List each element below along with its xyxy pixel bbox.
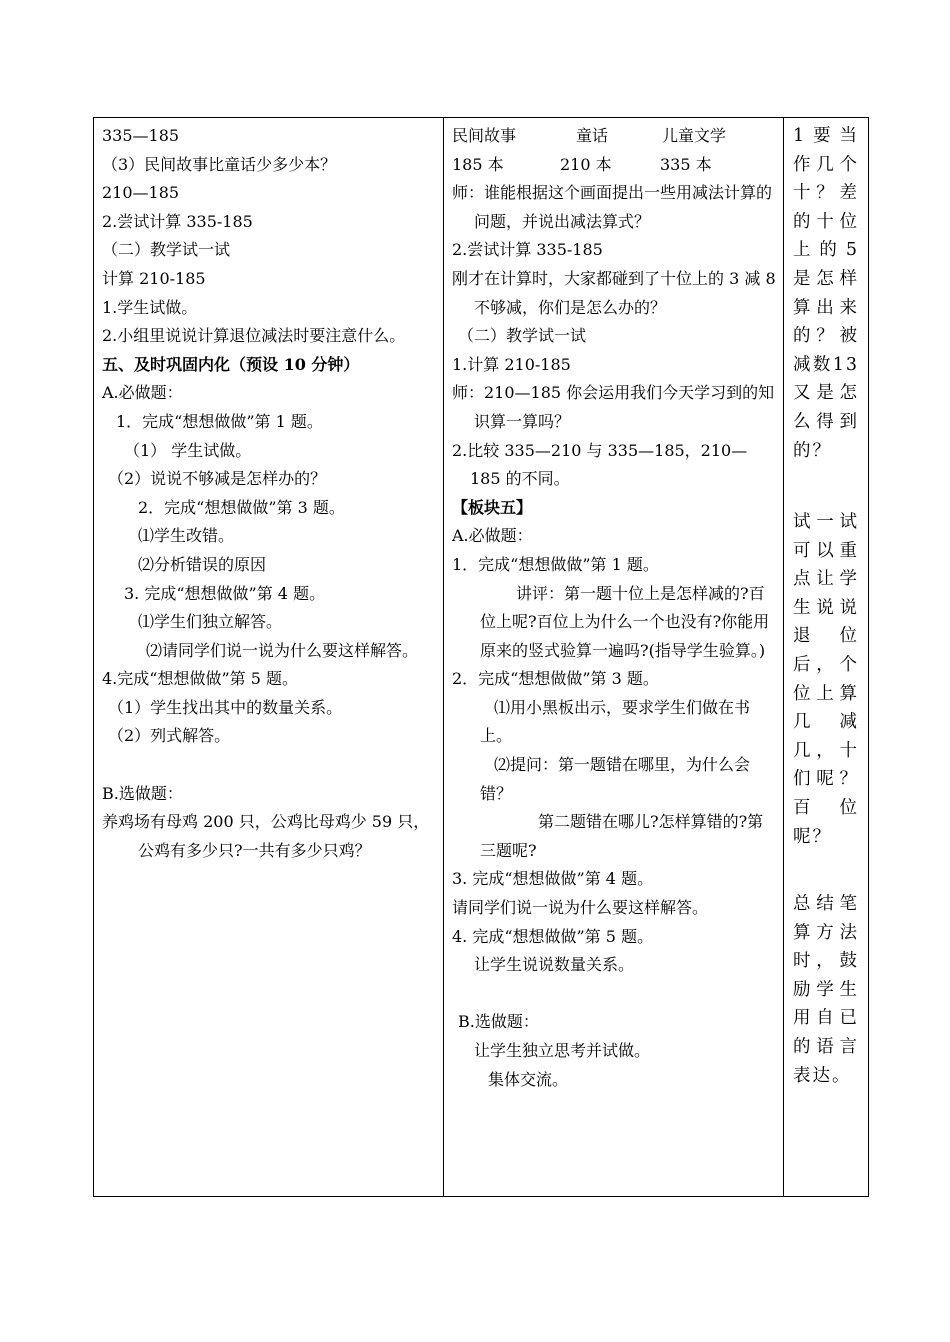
text-line: 让学生说说数量关系。 xyxy=(474,955,635,975)
text-line: ⑴学生们独立解答。 xyxy=(138,612,283,632)
text-line: 4. 完成“想想做做”第 5 题。 xyxy=(452,926,654,946)
text-line: 师：谁能根据这个画面提出一些用减法计算的问题，并说出减法算式？ xyxy=(452,183,773,231)
text-line: 第二题错在哪儿?怎样算错的?第三题呢? xyxy=(480,812,764,860)
teacher-activity-column xyxy=(452,122,776,1094)
text-line: 2.比较 335—210 与 335—185，210—185 的不同。 xyxy=(452,440,748,489)
count-fairy-tales: 210 本 xyxy=(560,154,612,174)
text-line: 1．完成“想想做做”第 1 题。 xyxy=(116,411,323,431)
text-line: 2.小组里说说计算退位减法时要注意什么。 xyxy=(102,326,406,346)
book-category-row xyxy=(452,122,776,151)
text-line: ⑴用小黑板出示，要求学生们做在书上。 xyxy=(480,697,751,746)
text-line: ⑵提问：第一题错在哪里，为什么会错？ xyxy=(480,755,751,803)
text-line: （3）民间故事比童话少多少本？ xyxy=(102,154,337,174)
design-note-1: 1要当作几个十？差的十位上的5是怎样算出来的？被减数13又是怎么得到的？ xyxy=(793,126,859,461)
text-line: （二）教学试一试 xyxy=(102,240,231,260)
column-divider-1 xyxy=(443,118,444,1196)
text-line: 335—185 xyxy=(102,126,180,145)
text-line: B.选做题： xyxy=(102,783,183,803)
text-line: B.选做题： xyxy=(458,1012,539,1032)
category-children-literature: 儿童文学 xyxy=(662,126,727,145)
text-line: ⑴学生改错。 xyxy=(138,526,235,546)
text-line: 2.尝试计算 335-185 xyxy=(452,240,603,260)
category-fairy-tales: 童话 xyxy=(576,126,609,145)
text-line: ⑵分析错误的原因 xyxy=(138,554,267,574)
text-line: 让学生独立思考并试做。 xyxy=(474,1041,651,1060)
section-heading: 五、及时巩固内化（预设 10 分钟） xyxy=(102,354,360,374)
text-line: 2．完成“想想做做”第 3 题。 xyxy=(452,669,659,689)
text-line: ⑵请同学们说一说为什么要这样解答。 xyxy=(146,640,419,660)
text-line: （2）说说不够减是怎样办的？ xyxy=(108,469,327,489)
blank-line xyxy=(102,751,436,780)
text-line: 1．完成“想想做做”第 1 题。 xyxy=(452,554,659,574)
text-line: （二）教学试一试 xyxy=(458,326,587,346)
text-line: 1.计算 210-185 xyxy=(452,354,571,374)
section-heading: 【板块五】 xyxy=(452,497,533,517)
text-line: 请同学们说一说为什么要这样解答。 xyxy=(452,898,709,918)
design-notes-column xyxy=(793,122,859,1090)
text-line: 4.完成“想想做做”第 5 题。 xyxy=(102,669,298,689)
text-line: 讲评：第一题十位上是怎样减的?百位上呢?百位上为什么一个也没有?你能用原来的竖式验算一遍吗?(指导学生验算。) xyxy=(480,583,770,660)
book-count-row xyxy=(452,151,776,180)
text-line: 计算 210-185 xyxy=(102,268,206,288)
text-line: （1） 学生试做。 xyxy=(124,440,252,460)
column-divider-2 xyxy=(783,118,784,1196)
text-line: （1）学生找出其中的数量关系。 xyxy=(108,697,343,717)
text-line: 集体交流。 xyxy=(488,1069,569,1089)
text-line: 3. 完成“想想做做”第 4 题。 xyxy=(452,869,654,889)
text-line: 养鸡场有母鸡 200 只，公鸡比母鸡少 59 只，公鸡有多少只?一共有多少只鸡？ xyxy=(102,812,430,860)
text-line: 刚才在计算时，大家都碰到了十位上的 3 减 8 不够减，你们是怎么办的？ xyxy=(452,268,776,317)
text-line: 3. 完成“想想做做”第 4 题。 xyxy=(124,583,326,603)
count-folk-tales: 185 本 xyxy=(452,154,504,174)
text-line: 210—185 xyxy=(102,183,180,203)
lesson-plan-table xyxy=(93,117,869,1197)
category-folk-tales: 民间故事 xyxy=(452,126,517,145)
text-line: （2）列式解答。 xyxy=(108,726,231,746)
text-line: 2.尝试计算 335-185 xyxy=(102,211,253,231)
text-line: A.必做题： xyxy=(452,526,533,546)
blank-line xyxy=(452,980,776,1009)
design-note-3: 总结笔算方法时，鼓励学生用自已的语言表达。 xyxy=(793,894,859,1086)
design-note-2: 试一试可以重点让学生说说退位后，个位上算几减几，十们呢？百位呢？ xyxy=(793,512,859,847)
text-line: 2．完成“想想做做”第 3 题。 xyxy=(138,497,345,517)
text-line: A.必做题： xyxy=(102,383,183,403)
count-children-literature: 335 本 xyxy=(660,154,712,174)
teaching-process-column xyxy=(102,122,436,865)
text-line: 师：210—185 你会运用我们今天学习到的知识算一算吗？ xyxy=(452,383,775,431)
text-line: 1.学生试做。 xyxy=(102,297,198,317)
